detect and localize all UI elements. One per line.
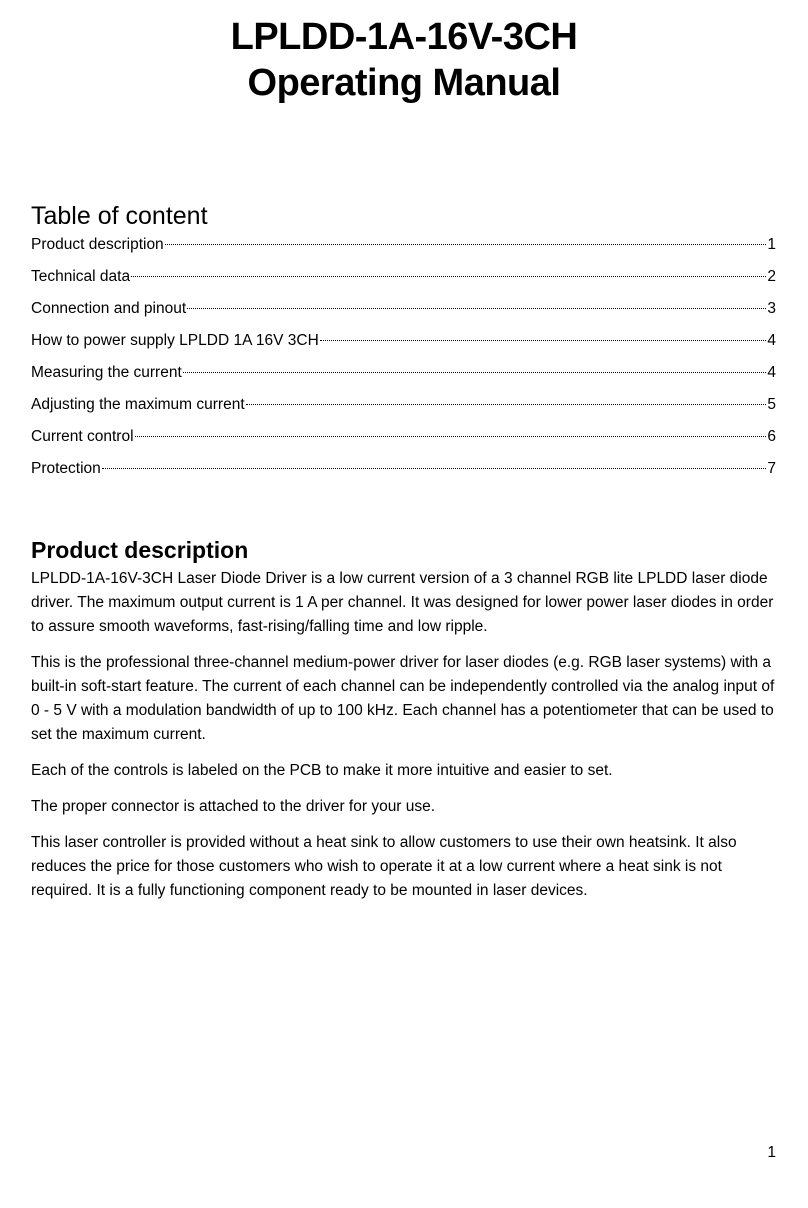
toc-entry-label: Current control: [31, 428, 134, 445]
toc-entry-label: Connection and pinout: [31, 300, 187, 317]
toc-dot-leader: [102, 468, 767, 469]
toc-entry-label: How to power supply LPLDD 1A 16V 3CH: [31, 332, 319, 349]
toc-entry-page: 3: [767, 300, 776, 317]
product-description-body: [31, 567, 779, 915]
toc-entry-protection[interactable]: [31, 457, 776, 489]
toc-entry-page: 7: [767, 460, 776, 477]
toc-entry-page: 5: [767, 396, 776, 413]
toc-entry-connection-and-pinout[interactable]: [31, 297, 776, 329]
toc-entry-current-control[interactable]: [31, 425, 776, 457]
toc-entry-page: 2: [767, 268, 776, 285]
toc-dot-leader: [135, 436, 767, 437]
body-paragraph: This laser controller is provided without a heat sink to allow customers to use their own heatsink. It also reduces the price for those customers who wish to operate it at a low current where a heat sink is not required. It is a fully functioning component ready to be mounted in laser devices.: [31, 834, 737, 899]
toc-entry-label: Protection: [31, 460, 101, 477]
toc-entry-label: Measuring the current: [31, 364, 182, 381]
toc-heading: Table of content: [31, 202, 208, 230]
toc-entry-label: Adjusting the maximum current: [31, 396, 245, 413]
title-line-2: Operating Manual: [247, 62, 561, 104]
toc-entry-page: 1: [767, 236, 776, 253]
body-paragraph: This is the professional three-channel medium-power driver for laser diodes (e.g. RGB laser systems) with a built-in soft-start feature. The current of each channel can be independently controlled via the analog input of 0 - 5 V with a modulation bandwidth of up to 100 kHz. Each channel has a potentiometer that can be used to set the maximum current.: [31, 654, 775, 743]
toc-entry-page: 4: [767, 364, 776, 381]
toc-entry-technical-data[interactable]: [31, 265, 776, 297]
toc-dot-leader: [320, 340, 767, 341]
toc-dot-leader: [131, 276, 766, 277]
document-title: [0, 14, 808, 106]
toc-entry-page: 6: [767, 428, 776, 445]
toc-dot-leader: [246, 404, 767, 405]
toc-dot-leader: [187, 308, 766, 309]
section-heading-product-description: Product description: [31, 537, 249, 563]
body-paragraph: Each of the controls is labeled on the PCB to make it more intuitive and easier to set.: [31, 762, 613, 779]
page-number: 1: [767, 1144, 776, 1161]
body-paragraph: LPLDD-1A-16V-3CH Laser Diode Driver is a low current version of a 3 channel RGB lite LPLDD laser diode driver. The maximum output current is 1 A per channel. It was designed for lower power laser diodes in order to assure smooth waveforms, fast-rising/falling time and low ripple.: [31, 570, 774, 635]
toc-entry-label: Product description: [31, 236, 164, 253]
toc-dot-leader: [183, 372, 767, 373]
toc-entry-measuring-current[interactable]: [31, 361, 776, 393]
title-line-1: LPLDD-1A-16V-3CH: [230, 16, 578, 58]
toc-entry-adjusting-maximum-current[interactable]: [31, 393, 776, 425]
toc-entry-power-supply[interactable]: [31, 329, 776, 361]
table-of-contents: [31, 233, 776, 489]
toc-entry-page: 4: [767, 332, 776, 349]
body-paragraph: The proper connector is attached to the driver for your use.: [31, 798, 436, 815]
toc-entry-product-description[interactable]: [31, 233, 776, 265]
toc-dot-leader: [165, 244, 767, 245]
toc-entry-label: Technical data: [31, 268, 131, 285]
